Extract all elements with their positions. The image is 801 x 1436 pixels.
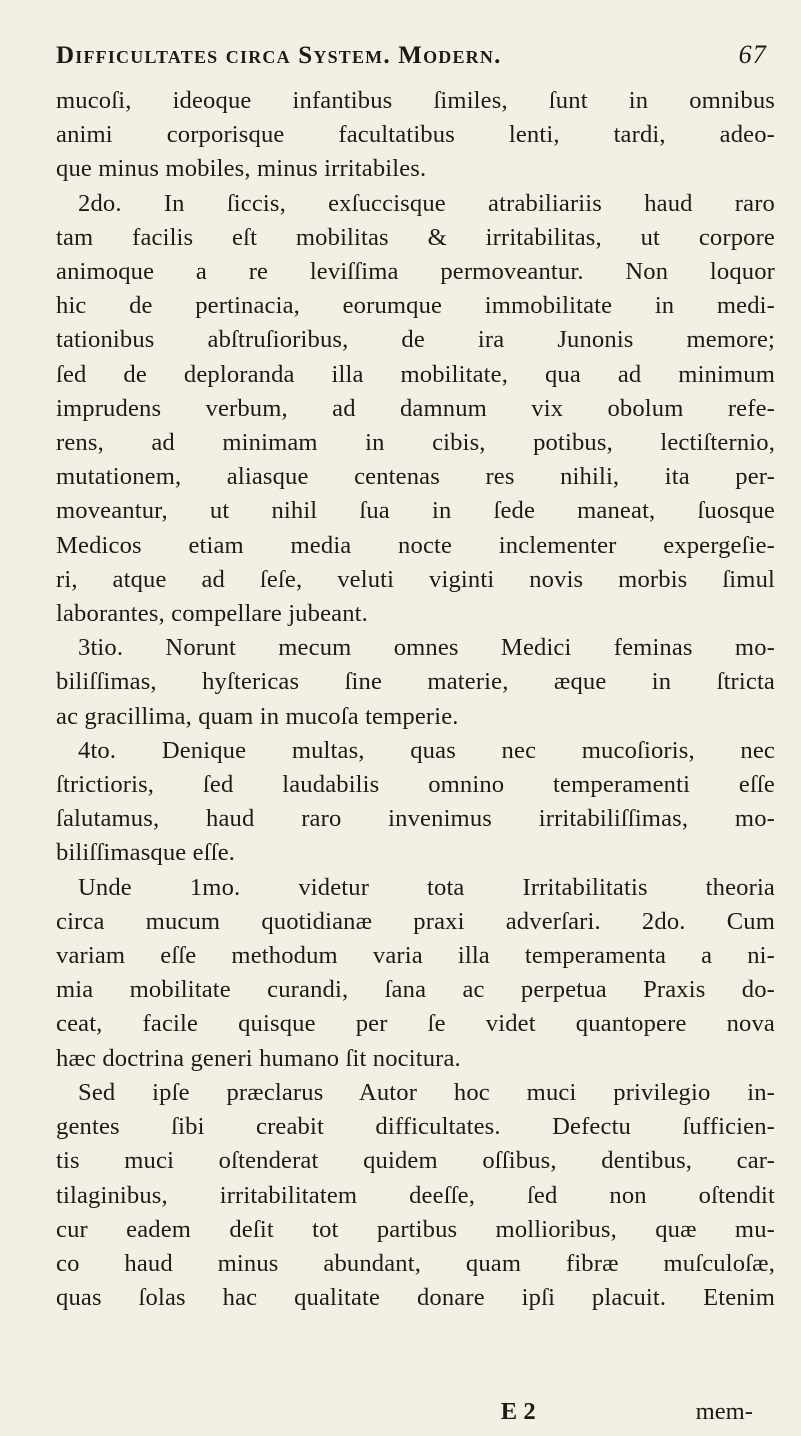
text-line: mucoſi, ideoque infantibus ſimiles, ſunt in omnibus [56,87,775,114]
text-line: 2do. In ſiccis, exſuccisque atrabiliariis haud raro [78,189,775,217]
page-footer [56,1398,775,1426]
text-line: Sed ipſe præclarus Autor hoc muci privilegio in- [78,1078,775,1106]
text-line: circa mucum quotidianæ praxi adverſari. 2do. Cum [56,907,775,935]
text-line: ſalutamus, haud raro invenimus irritabiliſſimas, mo- [56,805,775,833]
text-line: tilaginibus, irritabilitatem deeſſe, ſed non oſtendit [56,1181,775,1209]
text-line: laborantes, compellare jubeant. [56,600,368,628]
text-line: hic de pertinacia, eorumque immobilitate in medi- [56,292,775,320]
signature-mark: E 2 [500,1398,536,1425]
text-line: hæc doctrina generi humano ſit nocitura. [56,1044,461,1072]
text-line: quas ſolas hac qualitate donare ipſi placuit. Etenim [56,1284,775,1312]
text-line: mutationem, aliasque centenas res nihili, ita per- [56,463,775,491]
running-head [56,40,767,80]
catchword: mem- [695,1398,753,1425]
text-line: ri, atque ad ſeſe, veluti viginti novis morbis ſimul [56,565,775,593]
text-line: imprudens verbum, ad damnum vix obolum refe- [56,394,775,422]
text-line: biliſſimasque eſſe. [56,839,236,867]
text-line: 3tio. Norunt mecum omnes Medici feminas mo- [78,634,775,662]
text-line: ſtrictioris, ſed laudabilis omnino temperamenti eſſe [56,771,775,799]
text-line: gentes ſibi creabit difficultates. Defectu ſufficien- [56,1113,775,1141]
text-line: 4to. Denique multas, quas nec mucoſioris, nec [78,736,775,764]
text-line: animi corporisque facultatibus lenti, tardi, adeo- [56,121,775,149]
text-line: biliſſimas, hyſtericas ſine materie, æque in ſtricta [56,668,775,696]
page-number: 67 [738,40,767,69]
text-line: co haud minus abundant, quam fibræ muſculoſæ, [56,1249,775,1277]
text-line: rens, ad minimam in cibis, potibus, lectiſternio, [56,429,775,457]
text-line: mia mobilitate curandi, ſana ac perpetua Praxis do- [56,976,775,1004]
body-text [56,84,775,1315]
text-line: animoque a re leviſſima permoveantur. Non loquor [56,258,775,286]
text-line: ac gracillima, quam in mucoſa temperie. [56,702,459,730]
text-line: variam eſſe methodum varia illa temperamenta a ni- [56,942,775,970]
text-line: tam facilis eſt mobilitas & irritabilitas, ut corpore [56,223,775,251]
text-line: que minus mobiles, minus irritabiles. [56,155,427,183]
running-title: Difficultates circa System. Modern. [56,42,502,69]
text-line: ſed de deploranda illa mobilitate, qua ad minimum [56,360,775,388]
text-line: cur eadem deſit tot partibus mollioribus, quæ mu- [56,1215,775,1243]
text-line: ceat, facile quisque per ſe videt quantopere nova [56,1010,775,1038]
text-line: Unde 1mo. videtur tota Irritabilitatis theoria [78,873,775,901]
text-line: tationibus abſtruſioribus, de ira Junonis memore; [56,326,775,354]
text-line: tis muci oſtenderat quidem oſſibus, dentibus, car- [56,1147,775,1175]
text-line: moveantur, ut nihil ſua in ſede maneat, ſuosque [56,497,775,525]
text-line: Medicos etiam media nocte inclementer expergeſie- [56,531,775,559]
